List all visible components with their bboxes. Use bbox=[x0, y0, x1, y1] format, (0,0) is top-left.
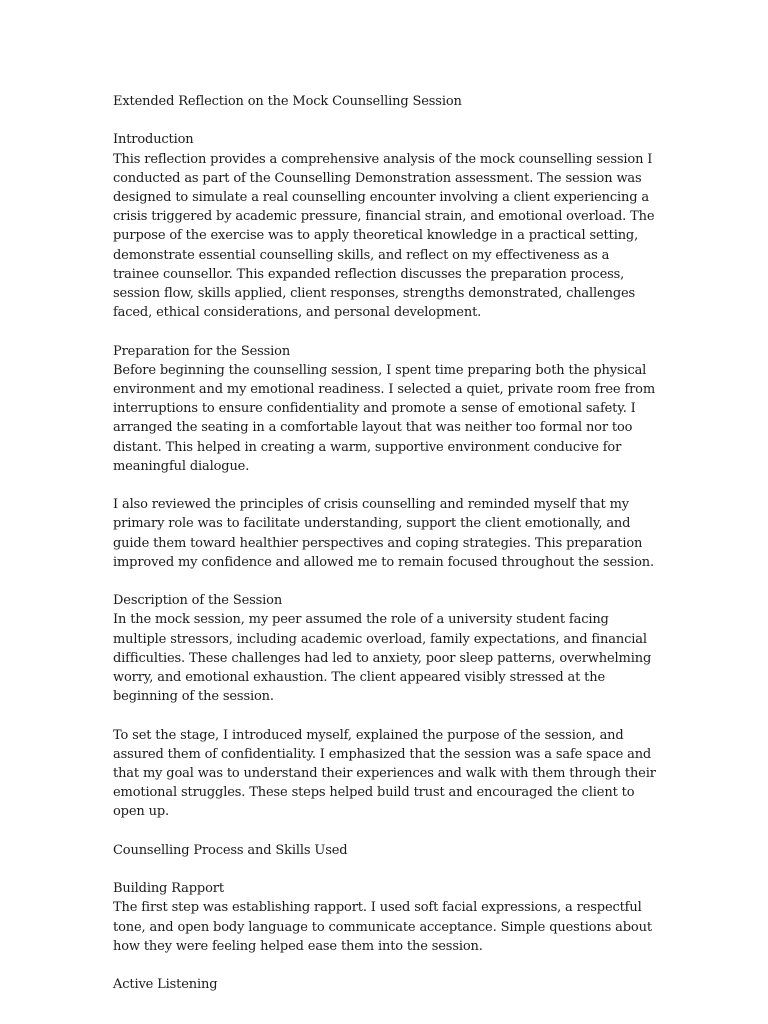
spacer bbox=[113, 860, 658, 879]
section-heading-description: Description of the Session bbox=[113, 593, 283, 609]
section-heading-listening: Active Listening bbox=[113, 977, 218, 993]
introduction-paragraph-1: This reflection provides a comprehensive analysis of the mock counselling session I conducted as part of the Counselling Demonstration assessment. The session was designed to simulate a real counselling encounter involving a client experiencing a crisis triggered by academic pressure, financial strain, and emotional overload. The purpose of the exercise was to apply theoretical knowledge in a practical setting, demonstrate essential counselling skills, and reflect on my effectiveness as a trainee counsellor. This expanded reflection discusses the preparation process, session flow, skills applied, client responses, strengths demonstrated, challenges faced, ethical considerations, and personal development. bbox=[113, 151, 655, 321]
spacer bbox=[113, 822, 658, 841]
rapport-paragraph-1: The first step was establishing rapport. I used soft facial expressions, a respectful tone, and open body language to communicate acceptance. Simple questions about how they were feeling helped ease them into the session. bbox=[113, 900, 652, 954]
document-title: Extended Reflection on the Mock Counselling Session bbox=[113, 94, 462, 109]
spacer bbox=[113, 706, 658, 725]
description-paragraph-2: To set the stage, I introduced myself, explained the purpose of the session, and assured them of confidentiality. I emphasized that the session was a safe space and that my goal was to understand their experiences and walk with them through their emotional struggles. These steps helped build trust and encouraged the client to open up. bbox=[113, 727, 656, 820]
spacer bbox=[113, 572, 658, 591]
description-paragraph-1: In the mock session, my peer assumed the role of a university student facing multiple stressors, including academic overload, family expectations, and financial difficulties. These challenges had led to anxiety, poor sleep patterns, overwhelming worry, and emotional exhaustion. The client appeared visibly stressed at the beginning of the session. bbox=[113, 612, 652, 705]
spacer bbox=[113, 111, 658, 130]
spacer bbox=[113, 956, 658, 975]
section-heading-introduction: Introduction bbox=[113, 132, 194, 148]
section-heading-preparation: Preparation for the Session bbox=[113, 343, 291, 359]
document-page bbox=[113, 92, 658, 994]
preparation-paragraph-2: I also reviewed the principles of crisis counselling and reminded myself that my primary role was to facilitate understanding, support the client emotionally, and guide them toward healthier perspectives and coping strategies. This preparation improved my confidence and allowed me to remain focused throughout the session. bbox=[113, 497, 654, 570]
section-heading-rapport: Building Rapport bbox=[113, 881, 224, 897]
spacer bbox=[113, 322, 658, 341]
preparation-paragraph-1: Before beginning the counselling session, I spent time preparing both the physical environment and my emotional readiness. I selected a quiet, private room free from interruptions to ensure confidentiality and promote a sense of emotional safety. I arranged the seating in a comfortable layout that was neither too formal nor too distant. This helped in creating a warm, supportive environment conducive for meaningful dialogue. bbox=[113, 362, 656, 474]
spacer bbox=[113, 476, 658, 495]
section-heading-process: Counselling Process and Skills Used bbox=[113, 842, 348, 858]
